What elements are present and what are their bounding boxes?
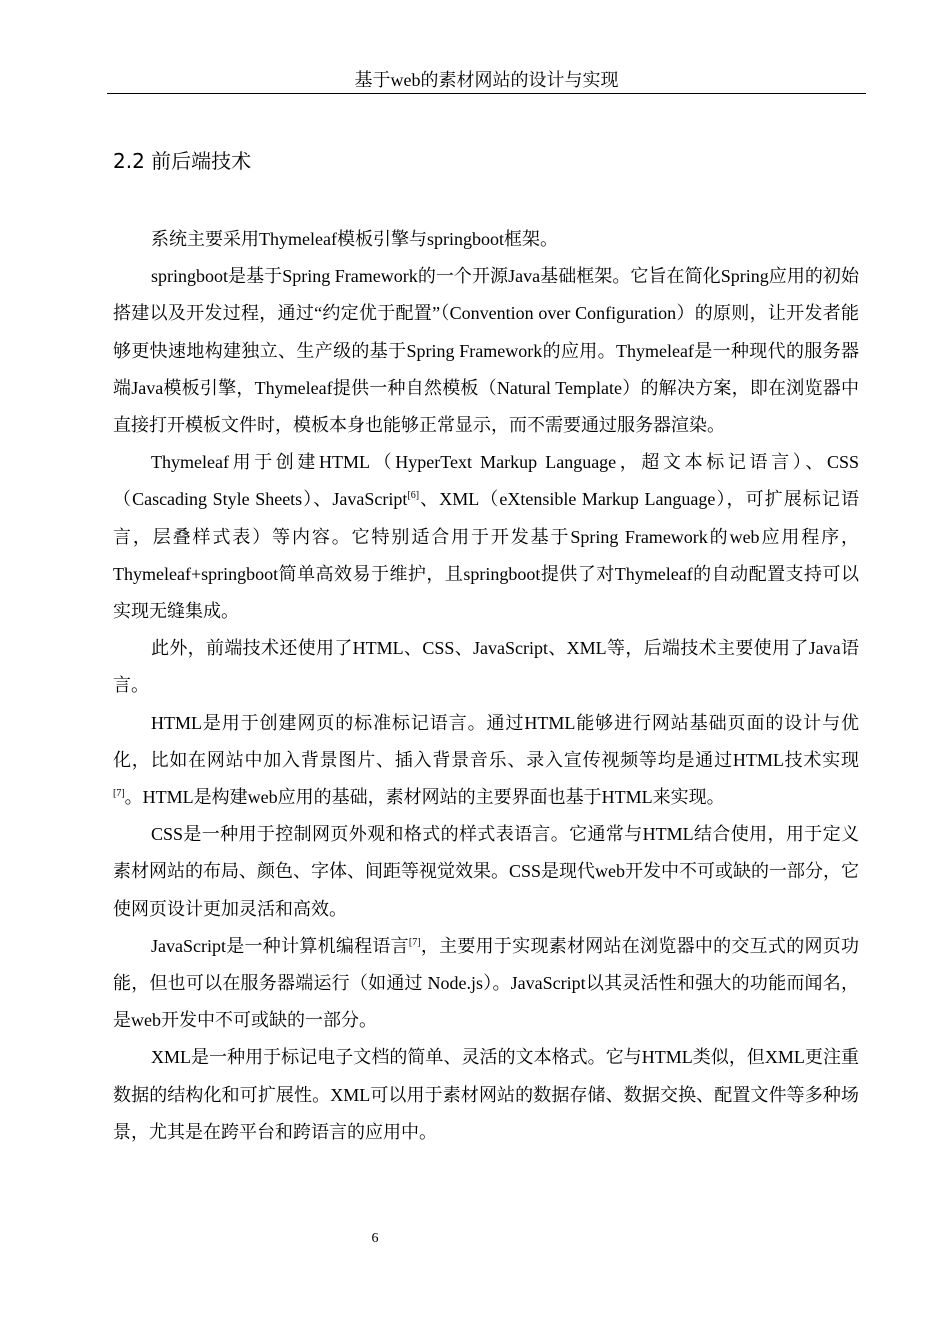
citation-marker: [7] (113, 788, 125, 800)
paragraph-text: 、XML（eXtensible Markup Language），可扩展标记语言，层叠样式表）等内容。它特别适合用于开发基于Spring Framework的web应用程序，Thymeleaf+springboot简单高效易于维护，且springboot提供了对Thymeleaf的自动配置支持可以实现无缝集成。 (113, 489, 859, 622)
body-text (113, 221, 859, 1151)
paragraph: 此外，前端技术还使用了HTML、CSS、JavaScript、XML等，后端技术主要使用了Java语言。 (113, 638, 859, 696)
running-header: 基于web的素材网站的设计与实现 (354, 70, 619, 90)
paragraph (113, 705, 859, 817)
citation-marker: [7] (408, 936, 421, 948)
paragraph-text: 。HTML是构建web应用的基础，素材网站的主要界面也基于HTML来实现。 (124, 787, 725, 808)
page-number: 6 (371, 1231, 379, 1246)
header-rule (107, 93, 866, 94)
citation-marker: [6] (407, 490, 420, 502)
paragraph-text: JavaScript是一种计算机编程语言 (151, 935, 409, 956)
section-title: 2.2 前后端技术 (113, 149, 252, 173)
paragraph-text: HTML是用于创建网页的标准标记语言。通过HTML能够进行网站基础页面的设计与优化，比如在网站中加入背景图片、插入背景音乐、录入宣传视频等均是通过HTML技术实现 (113, 712, 859, 770)
paragraph (113, 444, 859, 630)
paragraph: XML是一种用于标记电子文档的简单、灵活的文本格式。它与HTML类似，但XML更注重数据的结构化和可扩展性。XML可以用于素材网站的数据存储、数据交换、配置文件等多种场景，尤其是在跨平台和跨语言的应用中。 (113, 1047, 859, 1142)
paragraph-text: Thymeleaf用于创建HTML（HyperText Markup Language，超文本标记语言）、CSS（Cascading Style Sheets）、JavaScript (113, 452, 859, 510)
paragraph-text: ，主要用于实现素材网站在浏览器中的交互式的网页功能，但也可以在服务器端运行（如通过 Node.js）。JavaScript以其灵活性和强大的功能而闻名，是web开发中不可或缺的一部分。 (113, 935, 859, 1031)
paragraph: CSS是一种用于控制网页外观和格式的样式表语言。它通常与HTML结合使用，用于定义素材网站的布局、颜色、字体、间距等视觉效果。CSS是现代web开发中不可或缺的一部分，它使网页设计更加灵活和高效。 (113, 824, 860, 919)
paragraph: 系统主要采用Thymeleaf模板引擎与springboot框架。 (151, 229, 558, 249)
paragraph: springboot是基于Spring Framework的一个开源Java基础框架。它旨在简化Spring应用的初始搭建以及开发过程，通过“约定优于配置”（Convention over Configuration）的原则，让开发者能够更快速地构建独立、生产级的基于Spring Framework的应用。Thymeleaf是一种现代的服务器端Java模板引擎，Thymeleaf提供一种自然模板（Natural Template）的解决方案，即在浏览器中直接打开模板文件时，模板本身也能够正常显示，而不需要通过服务器渲染。 (113, 266, 859, 436)
paragraph (113, 928, 859, 1040)
